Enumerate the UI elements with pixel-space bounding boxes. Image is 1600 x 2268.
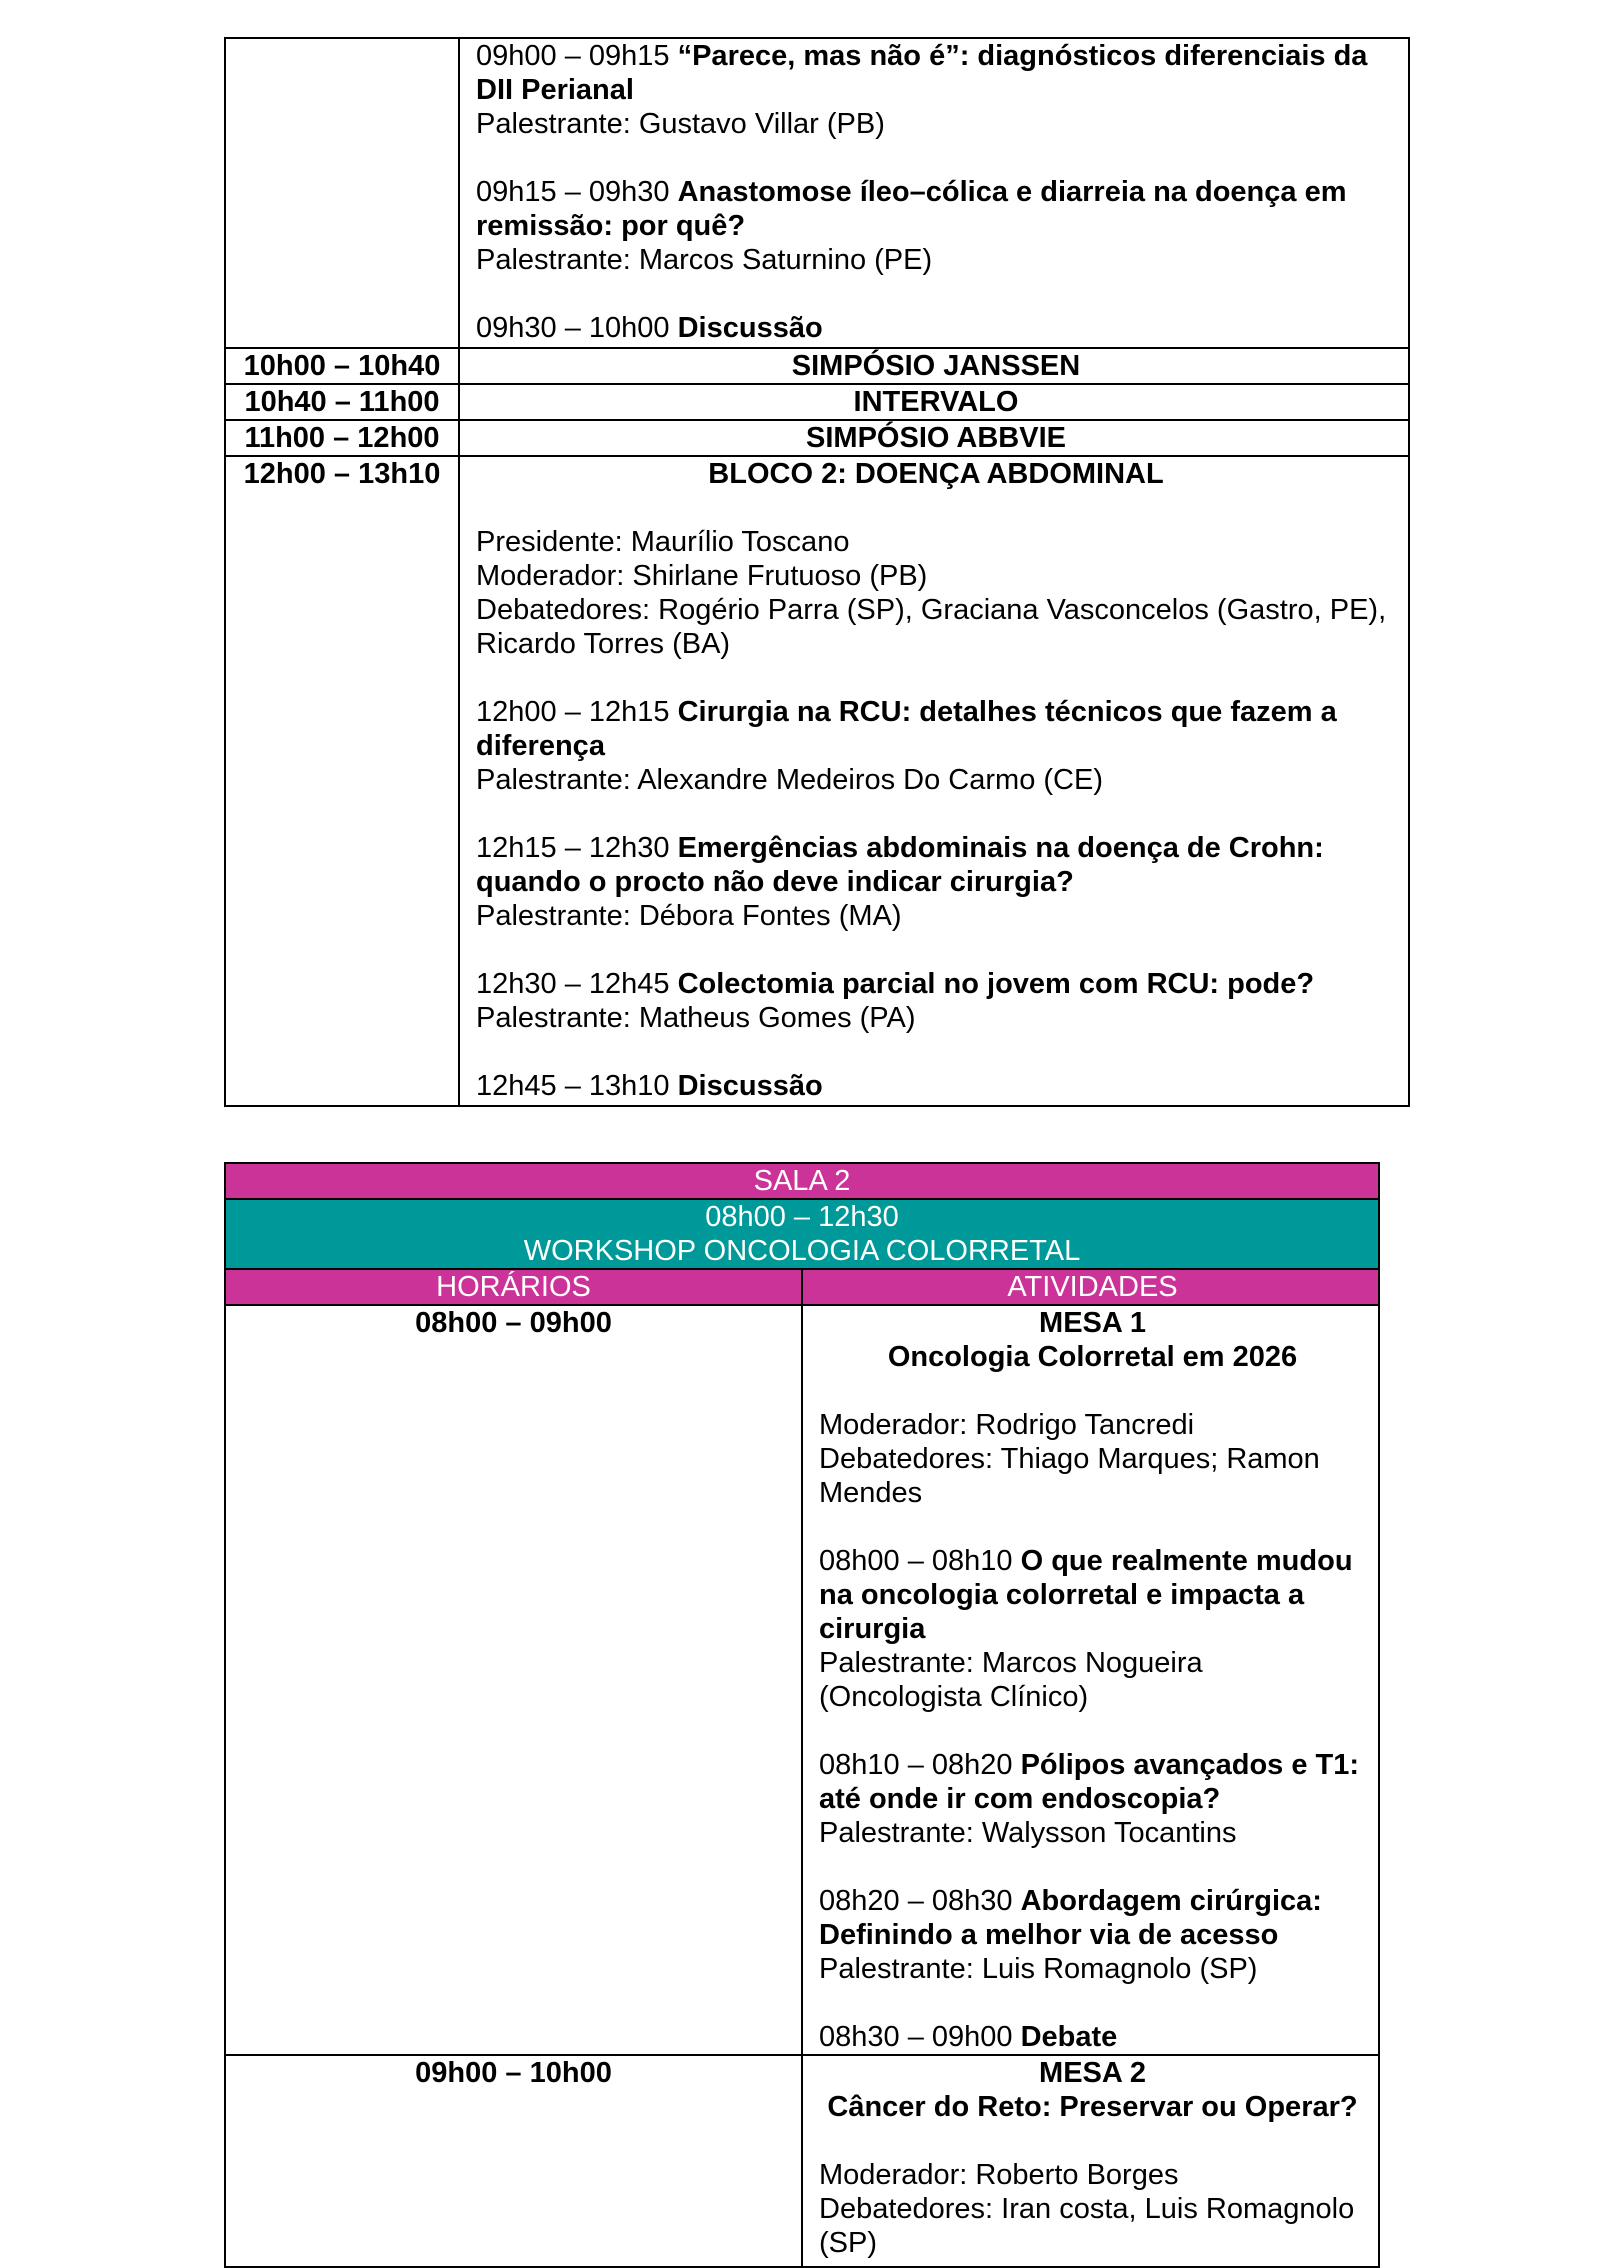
moderator-line: Moderador: Rodrigo Tancredi <box>819 1409 1195 1441</box>
time-cell: 09h00 – 10h00 <box>225 2055 802 2267</box>
table-row <box>225 2055 1379 2267</box>
moderator-line: Moderador: Shirlane Frutuoso (PB) <box>476 560 928 592</box>
talk-title: Anastomose íleo–cólica e diarreia na doença em remissão: por quê? <box>476 176 1347 242</box>
table-row <box>225 384 1409 420</box>
talk-title: Discussão <box>677 1070 823 1102</box>
talk-title: Colectomia parcial no jovem com RCU: pode? <box>677 968 1315 1000</box>
president-line: Presidente: Maurílio Toscano <box>476 526 850 558</box>
activity-label: SIMPÓSIO ABBVIE <box>459 420 1409 456</box>
talk-item <box>476 175 1396 243</box>
talk-time: 08h20 – 08h30 <box>819 1885 1021 1917</box>
time-cell: 12h00 – 13h10 <box>225 456 459 1106</box>
workshop-time: 08h00 – 12h30 <box>705 1201 899 1233</box>
activity-cell <box>802 2055 1379 2267</box>
talk-title: Emergências abdominais na doença de Crohn: quando o procto não deve indicar cirurgia? <box>476 832 1324 898</box>
table-row <box>225 1269 1379 1305</box>
activity-label: SIMPÓSIO JANSSEN <box>459 348 1409 384</box>
talk-item <box>476 695 1396 763</box>
debaters-line: Debatedores: Thiago Marques; Ramon Mendes <box>819 1443 1320 1509</box>
table-row <box>225 420 1409 456</box>
table-row <box>225 1199 1379 1269</box>
schedule-table-sala-1 <box>224 37 1410 1107</box>
talk-time: 12h00 – 12h15 <box>476 696 678 728</box>
table-row <box>225 1305 1379 2055</box>
talk-time: 09h00 – 09h15 <box>476 40 678 72</box>
activity-label: INTERVALO <box>459 384 1409 420</box>
talk-speaker: Palestrante: Débora Fontes (MA) <box>476 900 902 932</box>
talk-speaker: Palestrante: Luis Romagnolo (SP) <box>819 1953 1258 1985</box>
talk-time: 12h30 – 12h45 <box>476 968 678 1000</box>
discussion-item <box>476 1069 1396 1103</box>
discussion-item <box>476 311 1396 345</box>
talk-title: O que realmente mudou na oncologia colorretal e impacta a cirurgia <box>819 1545 1353 1645</box>
workshop-title: WORKSHOP ONCOLOGIA COLORRETAL <box>523 1235 1081 1267</box>
talk-title: Discussão <box>677 312 823 344</box>
talk-item <box>819 1748 1366 1816</box>
talk-title: Cirurgia na RCU: detalhes técnicos que fazem a diferença <box>476 696 1337 762</box>
talk-speaker: Palestrante: Gustavo Villar (PB) <box>476 108 885 140</box>
talk-speaker: Palestrante: Matheus Gomes (PA) <box>476 1002 916 1034</box>
table-row <box>225 38 1409 348</box>
talk-speaker: Palestrante: Marcos Nogueira (Oncologista Clínico) <box>819 1647 1203 1713</box>
talk-item <box>476 39 1396 107</box>
column-header-time: HORÁRIOS <box>225 1269 802 1305</box>
activity-cell <box>802 1305 1379 2055</box>
talk-time: 12h45 – 13h10 <box>476 1070 678 1102</box>
talk-speaker: Palestrante: Marcos Saturnino (PE) <box>476 244 933 276</box>
table-row <box>225 348 1409 384</box>
talk-speaker: Palestrante: Walysson Tocantins <box>819 1817 1237 1849</box>
talk-time: 09h30 – 10h00 <box>476 312 678 344</box>
table-row <box>225 1163 1379 1199</box>
schedule-table-sala-2 <box>224 1162 1380 2268</box>
talk-speaker: Palestrante: Alexandre Medeiros Do Carmo (CE) <box>476 764 1103 796</box>
talk-time: 08h30 – 09h00 <box>819 2021 1021 2053</box>
mesa-label: MESA 1 <box>1039 1307 1146 1339</box>
workshop-header <box>225 1199 1379 1269</box>
debate-item <box>819 2020 1366 2054</box>
time-cell: 10h40 – 11h00 <box>225 384 459 420</box>
time-cell: 10h00 – 10h40 <box>225 348 459 384</box>
talk-time: 09h15 – 09h30 <box>476 176 678 208</box>
talk-time: 12h15 – 12h30 <box>476 832 678 864</box>
talk-title: “Parece, mas não é”: diagnósticos diferenciais da DII Perianal <box>476 40 1368 106</box>
column-header-activities: ATIVIDADES <box>802 1269 1379 1305</box>
mesa-title: Câncer do Reto: Preservar ou Operar? <box>827 2091 1358 2123</box>
debaters-line: Debatedores: Iran costa, Luis Romagnolo (SP) <box>819 2193 1355 2259</box>
talk-item <box>476 967 1396 1001</box>
time-cell-empty <box>225 38 459 348</box>
time-cell: 11h00 – 12h00 <box>225 420 459 456</box>
talk-item <box>476 831 1396 899</box>
moderator-line: Moderador: Roberto Borges <box>819 2159 1179 2191</box>
talk-title: Abordagem cirúrgica: Definindo a melhor via de acesso <box>819 1885 1322 1951</box>
talk-item <box>819 1884 1366 1952</box>
time-cell: 08h00 – 09h00 <box>225 1305 802 2055</box>
talk-title: Debate <box>1020 2021 1118 2053</box>
mesa-label: MESA 2 <box>1039 2057 1146 2089</box>
talk-title: Pólipos avançados e T1: até onde ir com endoscopia? <box>819 1749 1360 1815</box>
talk-time: 08h00 – 08h10 <box>819 1545 1021 1577</box>
activity-cell <box>459 456 1409 1106</box>
mesa-title: Oncologia Colorretal em 2026 <box>887 1341 1298 1373</box>
activity-cell <box>459 38 1409 348</box>
room-header: SALA 2 <box>225 1163 1379 1199</box>
block-title: BLOCO 2: DOENÇA ABDOMINAL <box>708 458 1164 490</box>
debaters-line: Debatedores: Rogério Parra (SP), Graciana Vasconcelos (Gastro, PE), Ricardo Torres (BA) <box>476 594 1387 660</box>
talk-time: 08h10 – 08h20 <box>819 1749 1021 1781</box>
table-row <box>225 456 1409 1106</box>
talk-item <box>819 1544 1366 1646</box>
